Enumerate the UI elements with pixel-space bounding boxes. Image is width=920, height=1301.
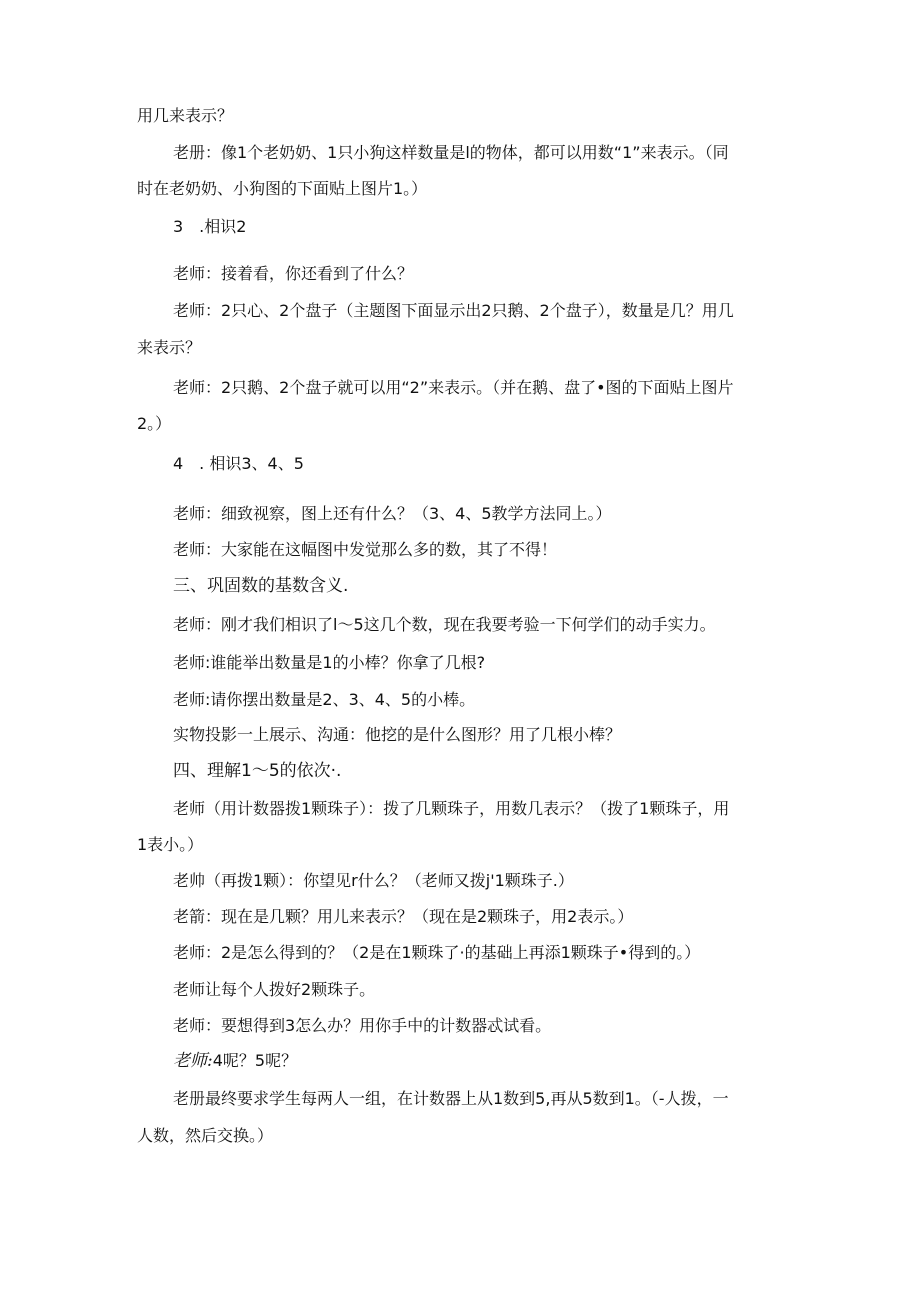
paragraph-line: 老师让每个人拨好2颗珠子。	[173, 980, 376, 999]
paragraph-line: 老师：2是怎么得到的？（2是在1颗珠了·的基础上再添1颗珠子•得到的。）	[173, 943, 701, 962]
paragraph-line: 实物投影一上展示、沟通：他挖的是什么图形？用了几根小棒？	[173, 725, 622, 744]
paragraph-line: 老箭：现在是几颗？用儿来表示？（现在是2颗珠子，用2表示。）	[173, 907, 634, 926]
paragraph-line: 老师：2只鹅、2个盘子就可以用“2”来表示。（并在鹅、盘了•图的下面贴上图片	[173, 378, 734, 397]
section-heading: 4 . 相识3、4、5	[173, 454, 304, 473]
paragraph-line: 老师：刚才我们相识了l～5这几个数，现在我要考验一下何学们的动手实力。	[173, 615, 716, 634]
section-heading: 3 .相识2	[173, 217, 247, 236]
paragraph-line: 老师：接着看，你还看到了什么？	[173, 264, 414, 283]
paragraph-line: 老帅（再拨1颗）：你望见r什么？（老师又拨j'1颗珠子.）	[173, 871, 574, 890]
paragraph-line: 老师:谁能举出数量是1的小棒？你拿了几根?	[173, 653, 486, 672]
section-heading: 四、理解1〜5的依次·.	[173, 761, 342, 781]
paragraph-line: 老册最终要求学生每两人一组，在计数器上从1数到5,再从5数到1。（-人拨，一	[173, 1089, 729, 1108]
paragraph-line: 老师：2只心、2个盘子（主题图下面显示出2只鹅、2个盘子），数量是几？用几	[173, 301, 734, 320]
section-heading: 三、巩固数的基数含义.	[173, 576, 349, 596]
paragraph-text: 4呢？5呢？	[212, 1051, 298, 1070]
paragraph-line: 老师:请你摆出数量是2、3、4、5的小棒。	[173, 690, 476, 709]
paragraph-line: 老师：要想得到3怎么办？用你手中的计数器忒试看。	[173, 1016, 552, 1035]
paragraph-line: 老师（用计数器拨1颗珠子）：拨了几颗珠子，用数几表示？（拨了1颗珠子，用	[173, 799, 730, 818]
paragraph-line	[173, 1043, 297, 1079]
paragraph-line: 人数，然后交换。）	[137, 1126, 274, 1145]
paragraph-line: 老师：细致视察，图上还有什么？（3、4、5教学方法同上。）	[173, 504, 612, 523]
italic-speaker-label: 老师:	[173, 1051, 213, 1071]
paragraph-line: 来表示？	[137, 338, 202, 357]
paragraph-line: 2。）	[137, 414, 172, 433]
paragraph-line: 用几来表示？	[137, 106, 234, 125]
paragraph-line: 老册：像1个老奶奶、1只小狗这样数量是l的物体，都可以用数“1”来表示。（同	[173, 143, 729, 162]
paragraph-line: 老师：大家能在这幅图中发觉那么多的数，其了不得！	[173, 540, 558, 559]
paragraph-line: 1表小。）	[137, 835, 204, 854]
paragraph-line: 时在老奶奶、小狗图的下面贴上图片1。）	[137, 179, 428, 198]
